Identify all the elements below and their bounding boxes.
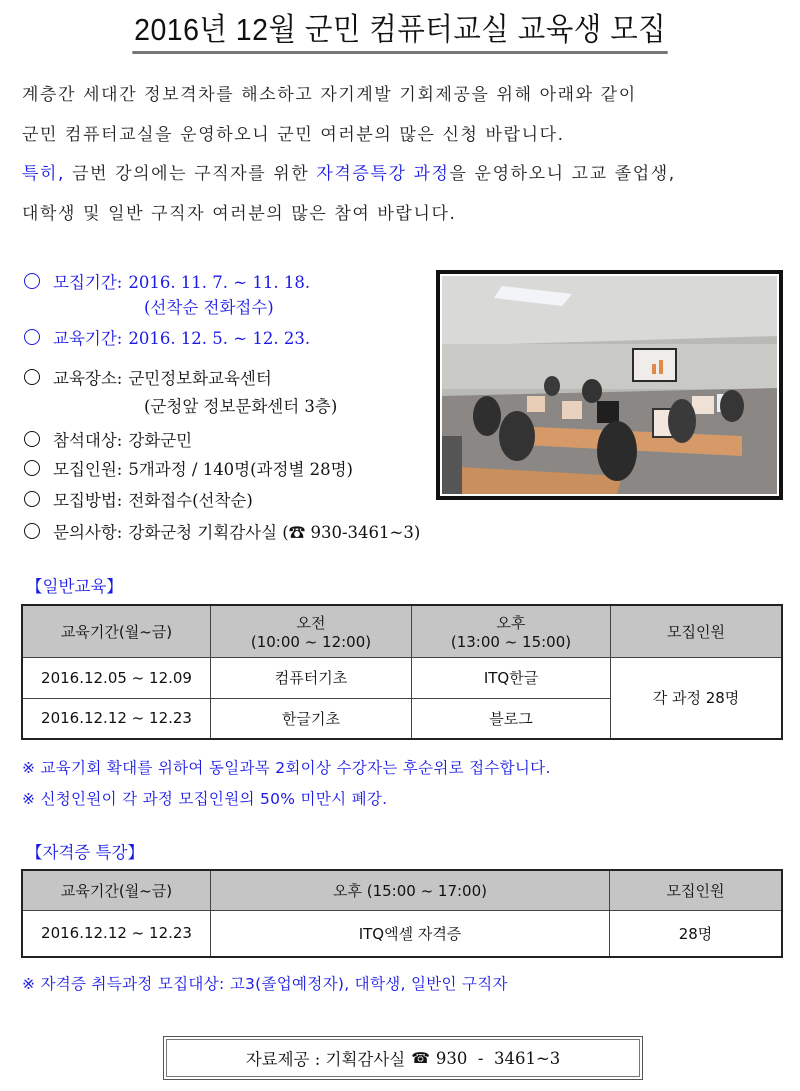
info-edu-period — [22, 325, 310, 349]
info-location-sub: (군청앞 정보문화센터 3층) — [144, 397, 338, 416]
header-am — [211, 605, 412, 657]
intro-line-3-text: 금번 강의에는 구직자를 위한 — [65, 164, 317, 184]
info-recruit-period — [22, 269, 310, 293]
header-capacity: 모집인원 — [611, 605, 783, 657]
info-value: 2016. 11. 7. ~ 11. 18. — [128, 273, 311, 292]
header-pm — [412, 605, 611, 657]
source-credit-box — [163, 1036, 643, 1080]
circle-bullet-icon — [24, 369, 40, 385]
circle-bullet-icon — [24, 273, 40, 289]
general-section-title: 【일반교육】 — [26, 577, 123, 596]
page-title — [0, 4, 800, 54]
info-label: 모집기간: — [53, 273, 123, 292]
classroom-photo-frame — [440, 274, 779, 496]
circle-bullet-icon — [24, 329, 40, 345]
header-period: 교육기간(월~금) — [22, 605, 211, 657]
info-label: 모집인원: — [53, 460, 123, 479]
general-note-1: ※ 교육기회 확대를 위하여 동일과목 2회이상 수강자는 후순위로 접수합니다. — [22, 759, 551, 777]
cell-period: 2016.12.12 ~ 12.23 — [22, 910, 211, 957]
intro-line-3 — [22, 155, 782, 195]
cell-am-course: 한글기초 — [211, 698, 412, 739]
info-label: 문의사항: — [53, 523, 123, 542]
cell-capacity: 28명 — [610, 910, 783, 957]
cert-course-highlight: 자격증특강 과정 — [316, 164, 450, 184]
circle-bullet-icon — [24, 491, 40, 507]
header-pm: 오후 (15:00 ~ 17:00) — [211, 870, 610, 910]
classroom-image — [442, 276, 777, 494]
emphasis-text: 특히, — [22, 164, 66, 184]
general-schedule-table — [21, 604, 783, 740]
circle-bullet-icon — [24, 431, 40, 447]
info-phone-number: 930-3461~3) — [305, 523, 421, 542]
info-recruit-period-sub: (선착순 전화접수) — [144, 298, 274, 317]
phone-icon: ☎ — [411, 1049, 430, 1067]
source-credit-text: 자료제공 : 기획감사실 — [245, 1050, 406, 1069]
header-am-label: 오전 — [296, 613, 326, 632]
cell-course: ITQ엑셀 자격증 — [211, 910, 610, 957]
info-method — [22, 487, 253, 511]
header-capacity: 모집인원 — [610, 870, 783, 910]
table-row — [22, 910, 782, 957]
info-label: 참석대상: — [53, 431, 123, 450]
info-value: 군민정보화교육센터 — [128, 369, 272, 388]
header-pm-time: (13:00 ~ 15:00) — [450, 632, 572, 651]
classroom-photo — [436, 270, 783, 500]
cell-capacity: 각 과정 28명 — [611, 657, 783, 739]
cell-pm-course: 블로그 — [412, 698, 611, 739]
info-label: 교육기간: — [53, 329, 123, 348]
cert-schedule-table — [21, 869, 783, 958]
circle-bullet-icon — [24, 523, 40, 539]
phone-icon: ☎ — [288, 523, 306, 542]
cell-period: 2016.12.12 ~ 12.23 — [22, 698, 211, 739]
intro-line-3-text-end: 을 운영하오니 고교 졸업생, — [449, 164, 676, 184]
info-inquiry — [22, 519, 420, 543]
intro-line-2: 군민 컴퓨터교실을 운영하오니 군민 여러분의 많은 신청 바랍니다. — [22, 124, 565, 145]
header-period: 교육기간(월~금) — [22, 870, 211, 910]
info-value: 전화접수(선착순) — [128, 491, 253, 510]
general-note-2: ※ 신청인원이 각 과정 모집인원의 50% 미만시 폐강. — [22, 790, 388, 808]
intro-line-4: 대학생 및 일반 구직자 여러분의 많은 참여 바랍니다. — [22, 203, 457, 224]
table-header-row — [22, 870, 782, 910]
info-label: 교육장소: — [53, 369, 123, 388]
info-value: 2016. 12. 5. ~ 12. 23. — [128, 329, 311, 348]
cell-pm-course: ITQ한글 — [412, 657, 611, 698]
source-credit-phone: 930 - 3461~3 — [435, 1048, 561, 1068]
info-value: 강화군민 — [128, 431, 193, 450]
info-location — [22, 365, 272, 389]
info-capacity — [22, 456, 353, 480]
page-title-text: 2016년 12월 군민 컴퓨터교실 교육생 모집 — [132, 4, 668, 54]
info-value: 강화군청 기획감사실 ( — [128, 523, 289, 542]
cert-note: ※ 자격증 취득과정 모집대상: 고3(졸업예정자), 대학생, 일반인 구직자 — [22, 975, 508, 993]
cell-am-course: 컴퓨터기초 — [211, 657, 412, 698]
intro-line-1: 계층간 세대간 정보격차를 해소하고 자기계발 기회제공을 위해 아래와 같이 — [22, 85, 637, 105]
intro-paragraph — [22, 76, 782, 234]
table-row — [22, 657, 782, 698]
header-pm-label: 오후 — [496, 613, 526, 632]
cell-period: 2016.12.05 ~ 12.09 — [22, 657, 211, 698]
info-label: 모집방법: — [53, 491, 123, 510]
info-target — [22, 427, 192, 451]
table-header-row — [22, 605, 782, 657]
cert-section-title: 【자격증 특강】 — [26, 843, 144, 862]
circle-bullet-icon — [24, 460, 40, 476]
header-am-time: (10:00 ~ 12:00) — [250, 632, 372, 651]
info-value: 5개과정 / 140명(과정별 28명) — [128, 460, 353, 479]
